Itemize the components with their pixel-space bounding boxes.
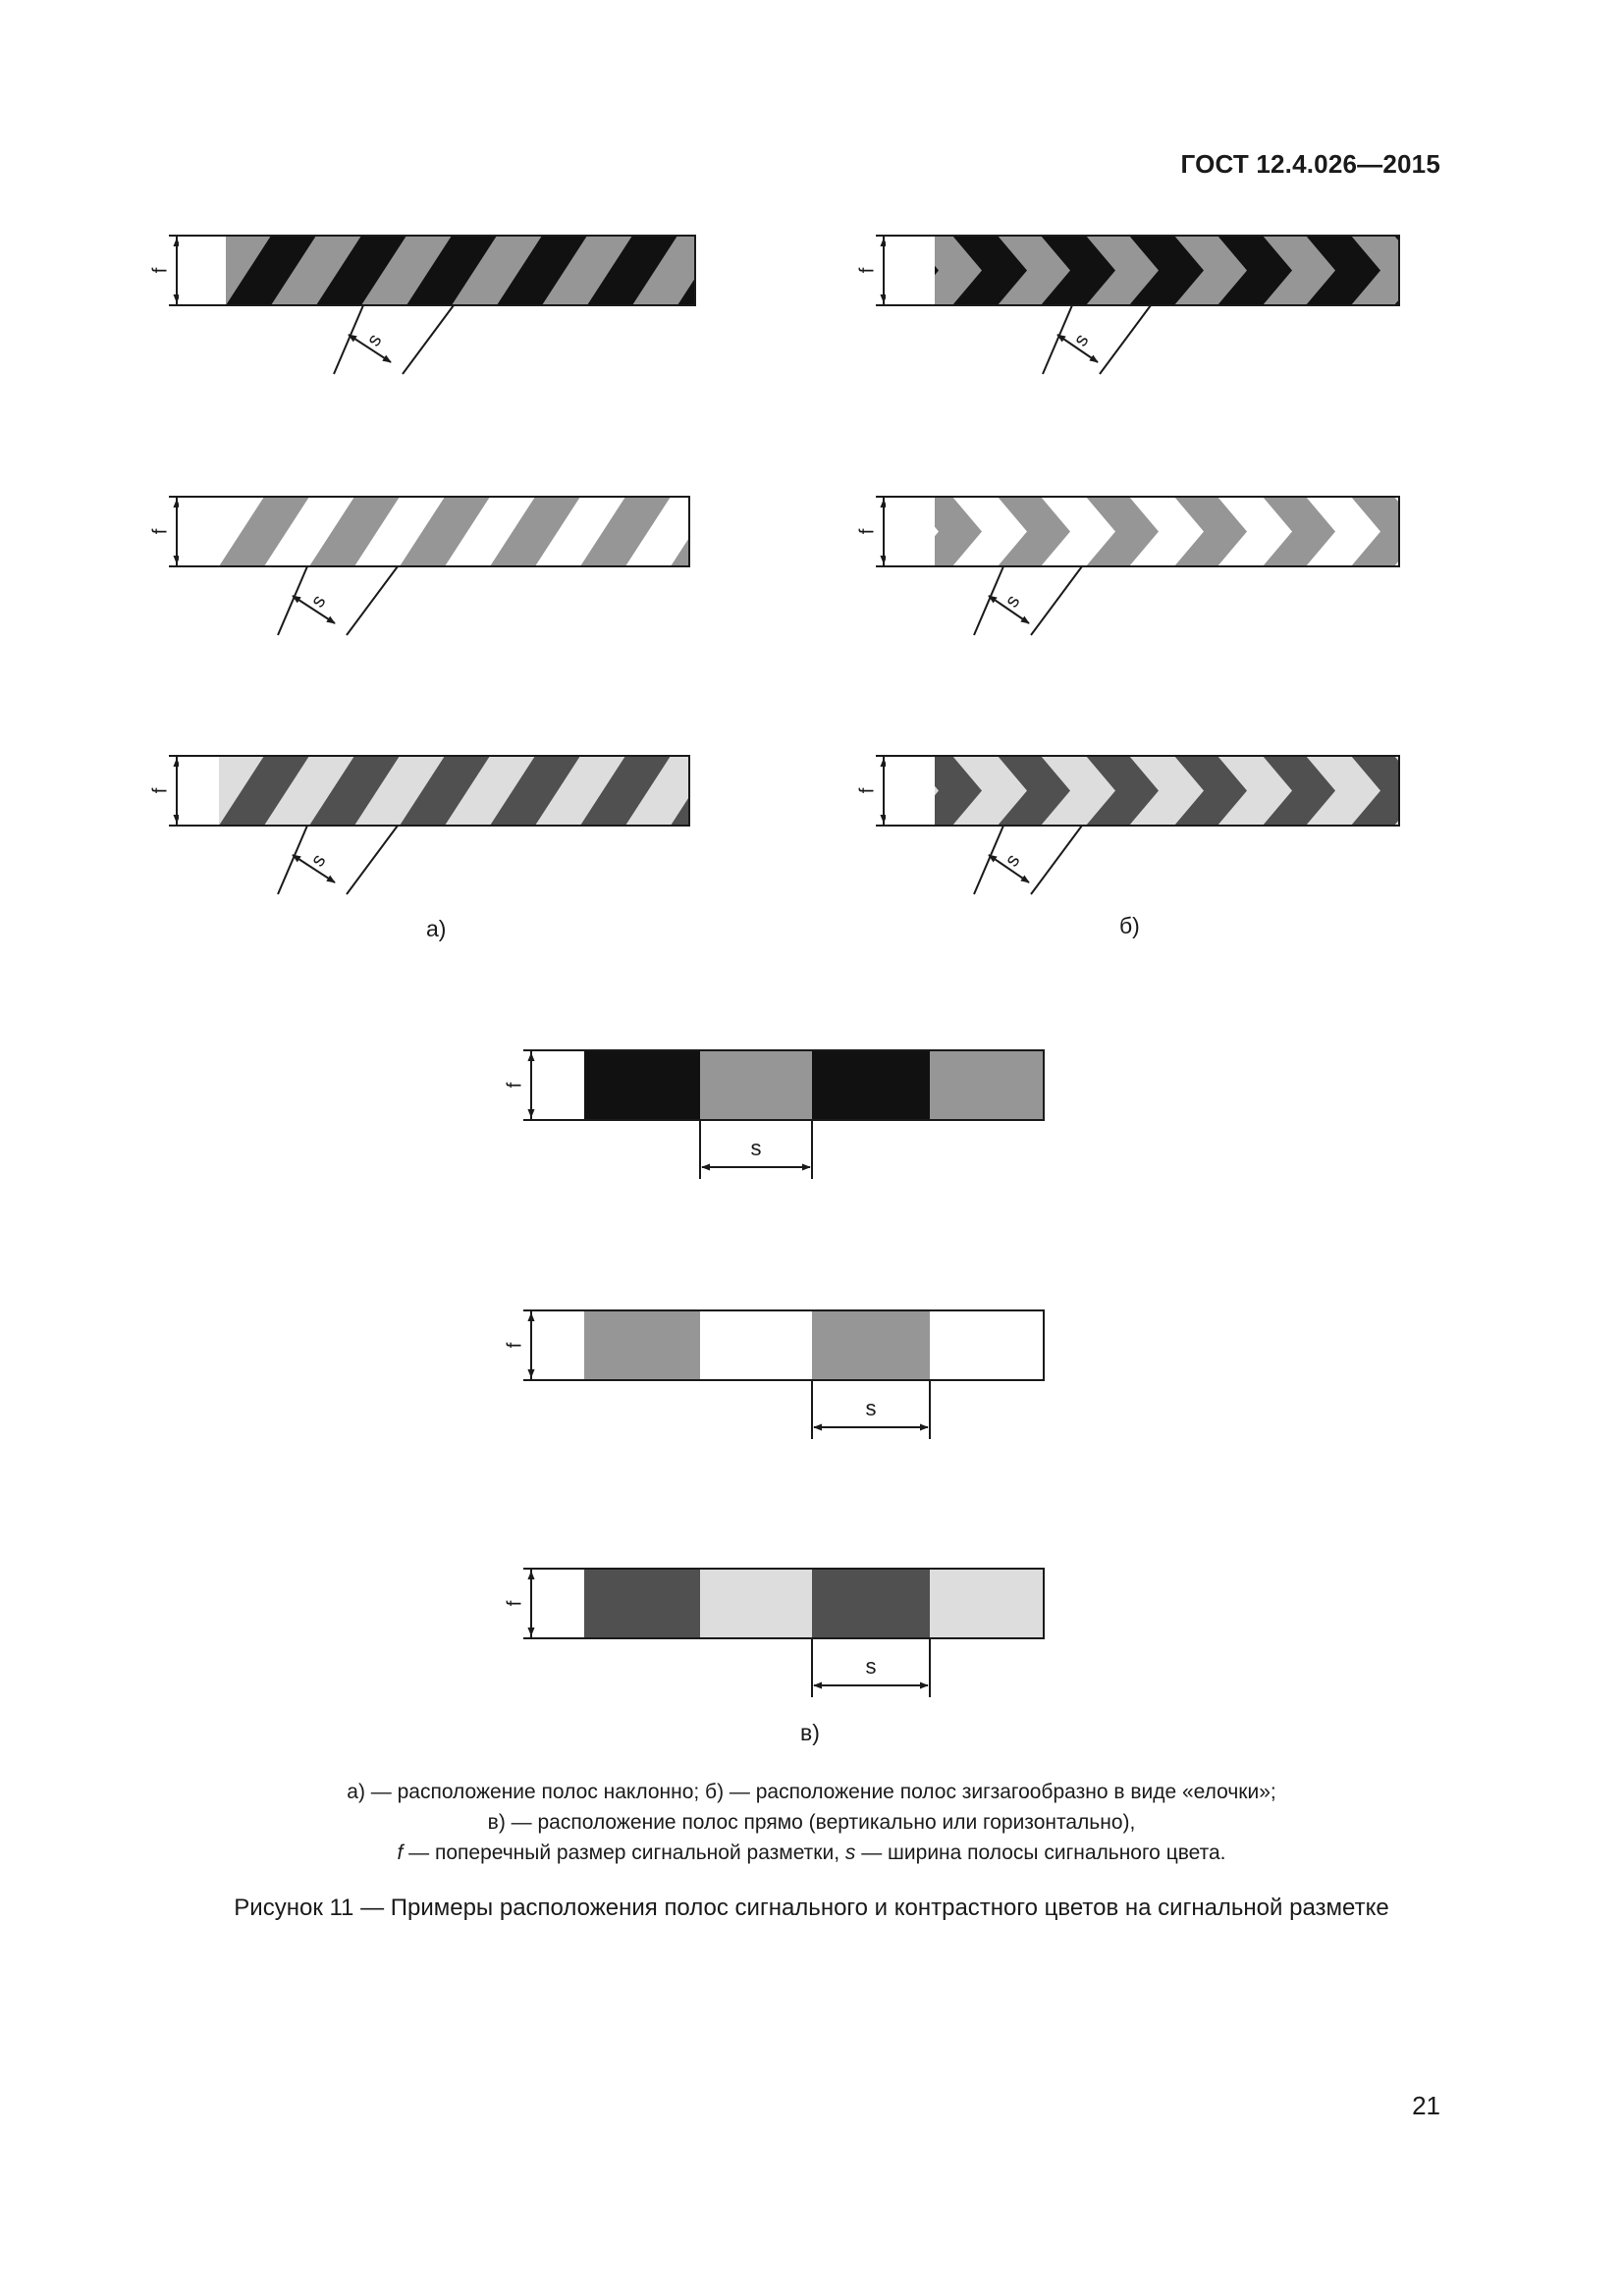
chev-row-2-s-label: s	[1001, 591, 1025, 612]
chev-row-1-chevron	[1394, 236, 1469, 305]
straight-row-2-s-label: s	[865, 1395, 877, 1420]
chev-row-1-s-ext-2	[1100, 305, 1151, 374]
straight-row-1-f-label: f	[504, 1082, 526, 1089]
chev-row-1-chevron	[1483, 236, 1557, 305]
chev-row-3-stripes	[864, 756, 1557, 826]
straight-row-3-block	[812, 1569, 930, 1638]
diag-row-2-stripe	[761, 497, 851, 566]
straight-row-2-f-label: f	[504, 1342, 526, 1349]
chev-row-2-chevron	[1483, 497, 1557, 566]
straight-row-2-block	[812, 1310, 930, 1380]
straight-row-3-f-label: f	[504, 1600, 526, 1607]
straight-row-3-block	[700, 1569, 812, 1638]
legend-line-3	[0, 1838, 1623, 1868]
straight-row-1-block	[812, 1050, 930, 1120]
chev-row-3-chevron	[1483, 756, 1557, 826]
straight-row-3-block	[930, 1569, 1044, 1638]
straight-row-1-block	[700, 1050, 812, 1120]
straight-row-2-block	[584, 1310, 700, 1380]
sublabel-a: а)	[426, 916, 447, 941]
chev-row-1-s-label: s	[1069, 330, 1094, 350]
chev-row-3-chevron	[1394, 756, 1469, 826]
straight-row-1-block	[584, 1050, 700, 1120]
diag-row-2-leader	[179, 497, 219, 566]
straight-row-3-s-label: s	[865, 1653, 877, 1679]
diag-row-2-s-ext-2	[347, 566, 398, 635]
diag-row-2-stripe	[38, 497, 129, 566]
chev-row-2-stripes	[864, 497, 1557, 566]
chev-row-2-f-label: f	[856, 528, 879, 535]
chev-row-3-s-ext-2	[1031, 826, 1082, 894]
legend-s-symbol: s	[844, 1842, 856, 1864]
chev-row-2-chevron	[1394, 497, 1469, 566]
diag-row-3-stripes	[38, 756, 942, 826]
diag-row-1-s-ext-2	[403, 305, 454, 374]
diag-row-1-s-ext-1	[334, 305, 363, 374]
legend-line-1: а) — расположение полос наклонно; б) — расположение полос зигзагообразно в виде «елочки»;	[347, 1781, 1276, 1803]
chev-row-1-f-label: f	[856, 267, 879, 274]
sublabel-v: в)	[800, 1720, 820, 1745]
diag-row-3-s-label: s	[306, 850, 331, 871]
diag-row-1-stripe	[768, 236, 858, 305]
diag-row-3-stripe	[761, 756, 851, 826]
straight-row-2-block	[700, 1310, 812, 1380]
diag-row-1-f-label: f	[149, 267, 172, 274]
chev-row-2-s-ext-1	[974, 566, 1003, 635]
straight-row-3-block	[584, 1569, 700, 1638]
diag-row-1-leader	[179, 236, 226, 305]
sublabel-b: б)	[1119, 913, 1140, 938]
chev-row-1-leader	[886, 236, 935, 305]
legend-f-symbol: f	[397, 1842, 404, 1864]
diag-row-2-f-label: f	[149, 528, 172, 535]
diag-row-2-s-ext-1	[278, 566, 307, 635]
legend-s-text: — ширина полосы сигнального цвета.	[855, 1842, 1226, 1864]
page-number: 21	[1412, 2091, 1440, 2120]
legend-line-2: в) — расположение полос прямо (вертикально или горизонтально),	[487, 1811, 1136, 1834]
diag-row-3-f-label: f	[149, 787, 172, 794]
chev-row-3-leader	[886, 756, 935, 826]
chev-row-2-leader	[886, 497, 935, 566]
diag-row-3-leader	[179, 756, 219, 826]
chev-row-1-stripes	[864, 236, 1557, 305]
diag-row-3-stripe	[38, 756, 129, 826]
chev-row-3-s-label: s	[1001, 850, 1025, 871]
standard-number: ГОСТ 12.4.026—2015	[1180, 149, 1440, 179]
chev-row-3-f-label: f	[856, 787, 879, 794]
diag-row-2-stripes	[38, 497, 942, 566]
diag-row-3-s-ext-1	[278, 826, 307, 894]
diag-row-1-stripe	[45, 236, 135, 305]
straight-row-2-block	[930, 1310, 1044, 1380]
straight-row-1-s-label: s	[750, 1135, 762, 1160]
diag-row-3-s-ext-2	[347, 826, 398, 894]
legend-f-text: — поперечный размер сигнальной разметки,	[403, 1842, 845, 1864]
straight-row-1-block	[930, 1050, 1044, 1120]
figure-caption: Рисунок 11 — Примеры расположения полос сигнального и контрастного цветов на сигнальной разметке	[234, 1895, 1389, 1921]
diag-row-2-s-label: s	[306, 591, 331, 612]
chev-row-1-s-ext-1	[1043, 305, 1072, 374]
chev-row-2-s-ext-2	[1031, 566, 1082, 635]
figure-legend	[0, 1777, 1623, 1868]
chev-row-3-s-ext-1	[974, 826, 1003, 894]
diag-row-1-s-label: s	[362, 330, 387, 350]
